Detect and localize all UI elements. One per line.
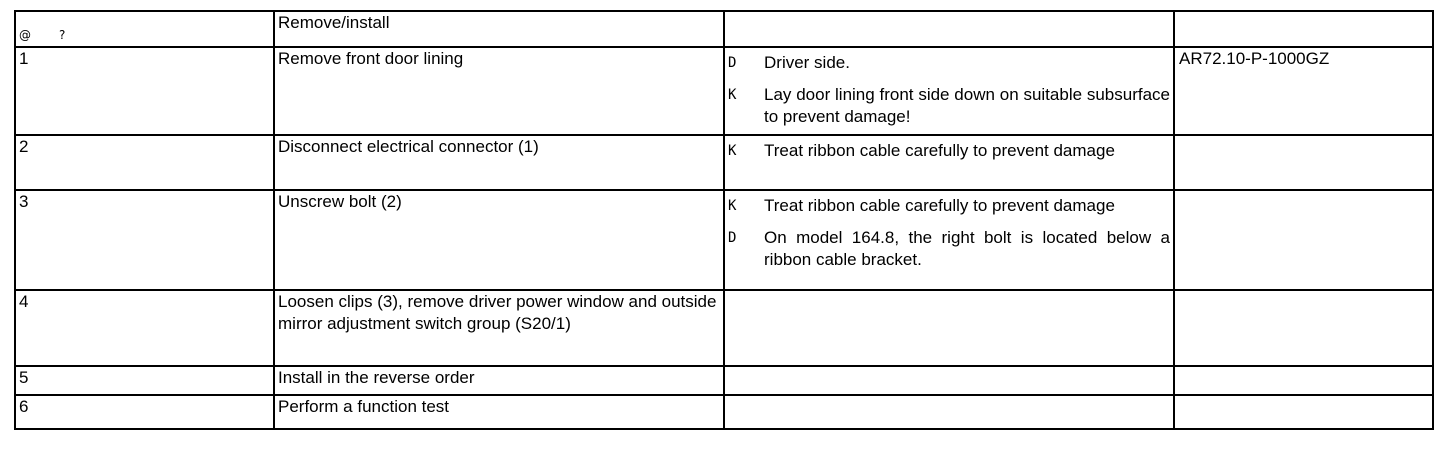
step-row <box>15 190 1433 290</box>
note-text: Treat ribbon cable carefully to prevent damage <box>764 196 1115 215</box>
step-reference <box>1174 190 1433 290</box>
note-text: On model 164.8, the right bolt is located below a ribbon cable bracket. <box>764 228 1170 269</box>
step-action: Perform a function test <box>274 395 724 429</box>
note-symbol: K <box>728 143 737 159</box>
question-symbol: ? <box>59 28 66 42</box>
step-notes <box>724 135 1174 190</box>
step-number: 2 <box>15 135 274 190</box>
note-symbol: D <box>728 230 737 246</box>
header-row <box>15 11 1433 47</box>
step-row <box>15 366 1433 395</box>
at-symbol: @ <box>19 28 31 42</box>
step-notes <box>724 395 1174 429</box>
header-ref-cell <box>1174 11 1433 47</box>
header-title-cell: Remove/install <box>274 11 724 47</box>
step-notes <box>724 366 1174 395</box>
step-notes <box>724 190 1174 290</box>
note-symbol: K <box>728 198 737 214</box>
step-action: Loosen clips (3), remove driver power window and outside mirror adjustment switch group (S20/1) <box>274 290 724 366</box>
step-reference <box>1174 395 1433 429</box>
step-number: 6 <box>15 395 274 429</box>
step-number: 4 <box>15 290 274 366</box>
step-action: Disconnect electrical connector (1) <box>274 135 724 190</box>
note-symbol: K <box>728 87 737 103</box>
step-action: Remove front door lining <box>274 47 724 135</box>
step-reference <box>1174 290 1433 366</box>
step-row <box>15 135 1433 190</box>
step-number: 1 <box>15 47 274 135</box>
note <box>728 227 1170 271</box>
step-row <box>15 290 1433 366</box>
step-action: Unscrew bolt (2) <box>274 190 724 290</box>
step-notes <box>724 290 1174 366</box>
step-reference-link[interactable]: AR72.10-P-1000GZ <box>1174 47 1433 135</box>
note <box>728 84 1170 128</box>
note <box>728 195 1170 217</box>
step-row <box>15 47 1433 135</box>
step-row <box>15 395 1433 429</box>
step-reference <box>1174 135 1433 190</box>
header-symbols-cell <box>15 11 274 47</box>
note-symbol: D <box>728 55 737 71</box>
step-reference <box>1174 366 1433 395</box>
header-notes-cell <box>724 11 1174 47</box>
procedure-table <box>14 10 1434 430</box>
step-number: 3 <box>15 190 274 290</box>
note <box>728 52 1170 74</box>
step-notes <box>724 47 1174 135</box>
step-action: Install in the reverse order <box>274 366 724 395</box>
note <box>728 140 1170 162</box>
note-text: Driver side. <box>764 53 850 72</box>
note-text: Treat ribbon cable carefully to prevent damage <box>764 141 1115 160</box>
note-text: Lay door lining front side down on suitable subsurface to prevent damage! <box>764 85 1170 126</box>
step-number: 5 <box>15 366 274 395</box>
